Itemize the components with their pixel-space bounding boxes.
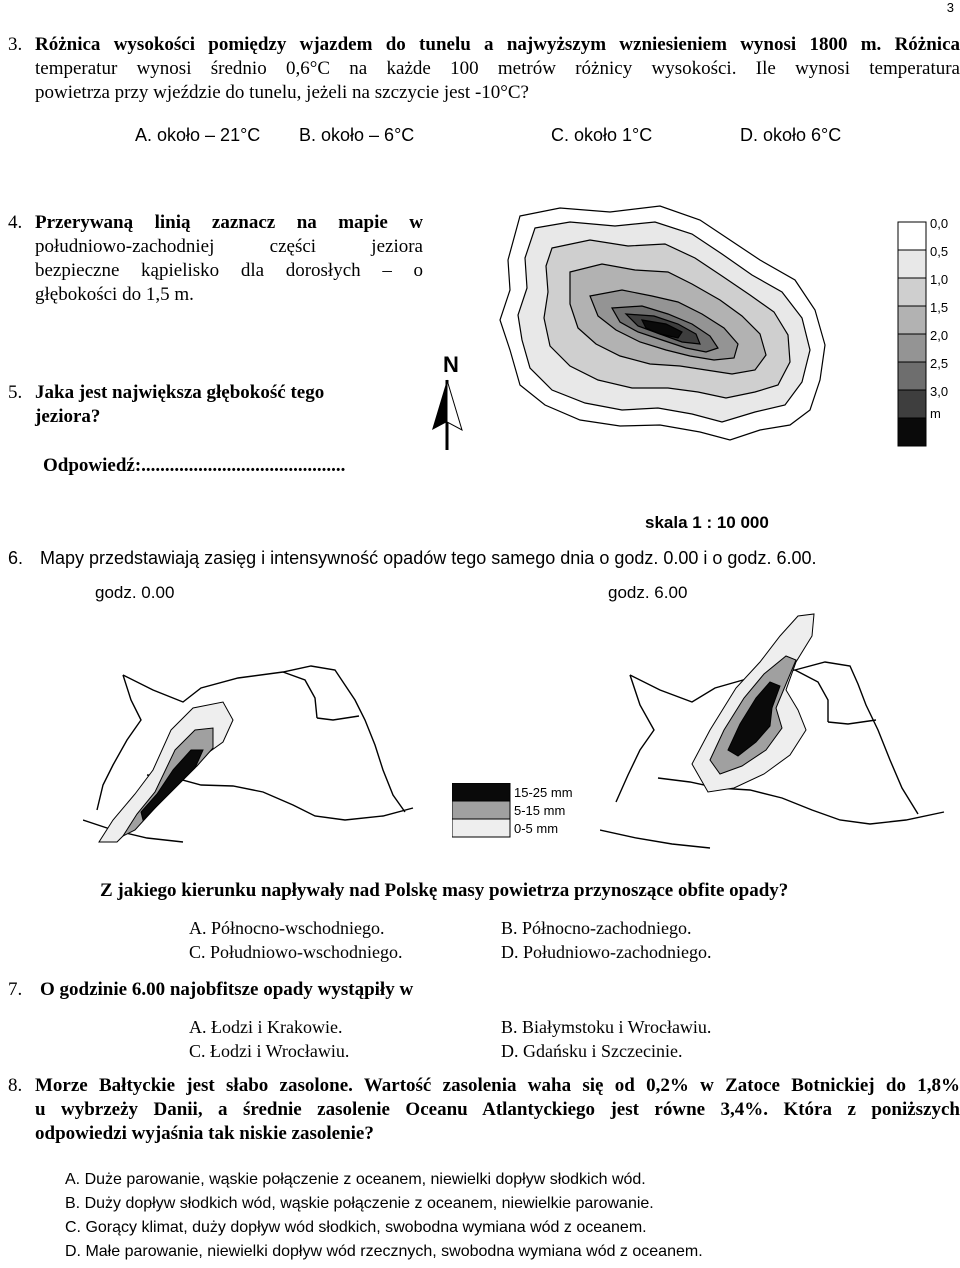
q7-option-c: C. Łodzi i Wrocławiu.: [189, 1041, 350, 1061]
q4-line-3: bezpieczne kąpielisko dla dorosłych – o: [35, 260, 423, 281]
depth-legend-swatch: [898, 306, 926, 334]
q8-line-2: u wybrzeży Danii, a średnie zasolenie Oceanu Atlantyckiego jest równe 3,4%. Która z poniższych: [35, 1099, 960, 1120]
rain-zones-right: [692, 614, 814, 792]
q6-text: Mapy przedstawiają zasięg i intensywność opadów tego samego dnia o godz. 0.00 i o godz. 6.00.: [40, 548, 817, 568]
q3-option-b: B. około – 6°C: [299, 125, 415, 145]
depth-legend-swatch: [898, 390, 926, 418]
rain-zones-left: [99, 702, 233, 842]
q6-number: 6.: [8, 548, 24, 568]
q6-option-b: B. Północno-zachodniego.: [501, 918, 692, 938]
depth-legend-label: 0,0: [930, 216, 949, 231]
depth-legend-label: 1,0: [930, 272, 949, 287]
legend-0-5: 0-5 mm: [514, 821, 559, 836]
lake-depth-map: [430, 200, 960, 540]
q8-number: 8.: [8, 1075, 23, 1096]
q4-line-2: południowo-zachodniej części jeziora: [35, 236, 423, 257]
q5-number: 5.: [8, 382, 23, 403]
depth-legend-swatch: [898, 222, 926, 250]
precip-map-0000: [83, 580, 423, 850]
depth-legend-swatch: [898, 278, 926, 306]
q7-option-b: B. Białymstoku i Wrocławiu.: [501, 1017, 712, 1037]
q6-option-a: A. Północno-wschodniego.: [189, 918, 385, 938]
map-right-title: godz. 6.00: [608, 583, 688, 602]
q8-option-a: A. Duże parowanie, wąskie połączenie z oceanem, niewielki dopływ słodkich wód.: [65, 1171, 646, 1188]
q8-option-b: B. Duży dopływ słodkich wód, wąskie połączenie z oceanem, niewielkie parowanie.: [65, 1195, 654, 1212]
depth-legend-label: m: [930, 406, 941, 421]
q7-text: O godzinie 6.00 najobfitsze opady wystąpiły w: [40, 979, 414, 1000]
q6-option-c: C. Południowo-wschodniego.: [189, 942, 403, 962]
q8-line-3: odpowiedzi wyjaśnia tak niskie zasolenie?: [35, 1123, 374, 1144]
map-left-title: godz. 0.00: [95, 583, 175, 602]
q4-line-4: głębokości do 1,5 m.: [35, 284, 194, 305]
north-label: N: [443, 352, 459, 377]
q3-option-c: C. około 1°C: [551, 125, 653, 145]
q3-line-2: temperatur wynosi średnio 0,6°C na każde 100 metrów różnicy wysokości. Ile wynosi temperatura: [35, 58, 960, 79]
q5-answer-line[interactable]: Odpowiedź:...........................................: [43, 455, 346, 476]
depth-legend: [898, 216, 948, 446]
precip-legend: [452, 783, 602, 839]
q8-line-1: Morze Bałtyckie jest słabo zasolone. Wartość zasolenia waha się od 0,2% w Zatoce Botnickiej do 1,8%: [35, 1075, 960, 1096]
q8-option-d: D. Małe parowanie, niewielki dopływ wód rzecznych, swobodna wymiana wód z oceanem.: [65, 1243, 703, 1260]
page-number: 3: [946, 0, 954, 15]
q6-option-d: D. Południowo-zachodniego.: [501, 942, 712, 962]
q7-option-a: A. Łodzi i Krakowie.: [189, 1017, 343, 1037]
q4-line-1: Przerywaną linią zaznacz na mapie w: [35, 212, 423, 233]
depth-legend-label: 2,0: [930, 328, 949, 343]
q6-question: Z jakiego kierunku napływały nad Polskę masy powietrza przynoszące obfite opady?: [100, 880, 789, 901]
q5-line-1: Jaka jest największa głębokość tego: [35, 382, 325, 403]
q3-line-1: Różnica wysokości pomiędzy wjazdem do tunelu a najwyższym wzniesieniem wynosi 1800 m. Różnica: [35, 34, 960, 55]
q7-option-d: D. Gdańsku i Szczecinie.: [501, 1041, 683, 1061]
depth-legend-swatch: [898, 362, 926, 390]
north-arrow-icon: [432, 380, 462, 450]
depth-legend-swatch: [898, 418, 926, 446]
q5-line-2: jeziora?: [35, 406, 101, 427]
depth-legend-swatch: [898, 334, 926, 362]
q4-number: 4.: [8, 212, 23, 233]
depth-legend-swatch: [898, 250, 926, 278]
q7-number: 7.: [8, 979, 23, 1000]
lake-contours: [500, 206, 825, 440]
depth-legend-label: 1,5: [930, 300, 949, 315]
q3-number: 3.: [8, 34, 23, 55]
map-scale: skala 1 : 10 000: [645, 513, 769, 532]
depth-legend-label: 2,5: [930, 356, 949, 371]
legend-5-15: 5-15 mm: [514, 803, 566, 818]
q8-option-c: C. Gorący klimat, duży dopływ wód słodkich, swobodna wymiana wód z oceanem.: [65, 1219, 647, 1236]
depth-legend-label: 3,0: [930, 384, 949, 399]
legend-15-25: 15-25 mm: [514, 785, 573, 800]
q3-line-3: powietrza przy wjeździe do tunelu, jeżeli na szczycie jest -10°C?: [35, 82, 529, 103]
precip-map-0600: [600, 580, 950, 860]
depth-legend-label: 0,5: [930, 244, 949, 259]
q3-option-d: D. około 6°C: [740, 125, 842, 145]
q3-option-a: A. około – 21°C: [135, 125, 261, 145]
